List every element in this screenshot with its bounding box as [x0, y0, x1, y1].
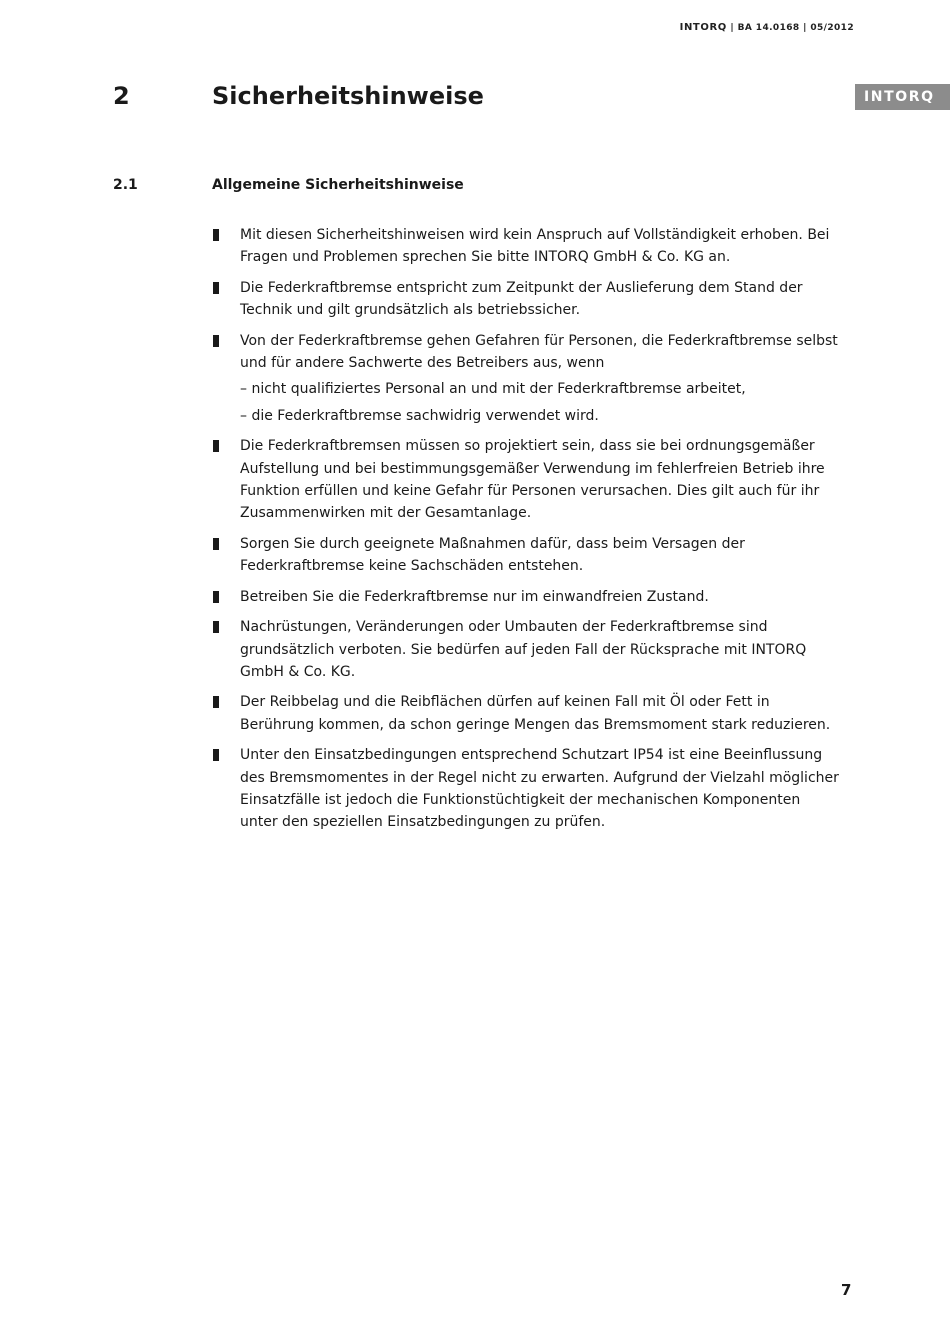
section-title: Allgemeine Sicherheitshinweise: [212, 177, 464, 193]
section-number: 2.1: [113, 177, 138, 193]
square-bullet-icon: [213, 440, 219, 452]
list-item-text: Nachrüstungen, Veränderungen oder Umbauten der Federkraftbremse sind grundsätzlich verboten. Sie bedürfen auf jeden Fall der Rücksprache mit INTORQ GmbH & Co. KG.: [240, 619, 807, 680]
square-bullet-icon: [213, 335, 219, 347]
list-item: [212, 616, 840, 683]
brand-logo: [855, 84, 950, 110]
square-bullet-icon: [213, 749, 219, 761]
list-item: [212, 691, 840, 736]
list-item: [212, 744, 840, 834]
list-item: [212, 435, 840, 525]
square-bullet-icon: [213, 229, 219, 241]
list-item-text: Betreiben Sie die Federkraftbremse nur im einwandfreien Zustand.: [240, 588, 709, 605]
sub-item-text: – die Federkraftbremse sachwidrig verwendet wird.: [240, 407, 599, 424]
header-doc-ref: | BA 14.0168 | 05/2012: [730, 23, 854, 33]
list-item-text: Unter den Einsatzbedingungen entsprechend Schutzart IP54 ist eine Beeinflussung des Bremsmomentes in der Regel nicht zu erwarten. Aufgrund der Vielzahl möglicher Einsatzfälle ist jedoch die Funktionstüchtigkeit der mechanischen Komponenten unter den speziellen Einsatzbedingungen zu prüfen.: [240, 747, 839, 831]
list-item-text: Mit diesen Sicherheitshinweisen wird kein Anspruch auf Vollständigkeit erhoben. Bei Fragen und Problemen sprechen Sie bitte INTORQ GmbH & Co. KG an.: [240, 227, 830, 266]
list-item: [212, 277, 840, 322]
list-item-text: Sorgen Sie durch geeignete Maßnahmen dafür, dass beim Versagen der Federkraftbremse keine Sachschäden entstehen.: [240, 535, 745, 575]
logo-text: INTORQ: [864, 89, 935, 105]
square-bullet-icon: [213, 621, 219, 633]
chapter-title: Sicherheitshinweise: [212, 82, 484, 110]
square-bullet-icon: [213, 591, 219, 603]
list-item-text: Der Reibbelag und die Reibflächen dürfen auf keinen Fall mit Öl oder Fett in Berührung kommen, da schon geringe Mengen das Bremsmoment stark reduzieren.: [240, 694, 831, 733]
square-bullet-icon: [213, 282, 219, 294]
list-item-text: Die Federkraftbremse entspricht zum Zeitpunkt der Auslieferung dem Stand der Technik und gilt grundsätzlich als betriebssicher.: [240, 279, 803, 319]
list-item-text: Die Federkraftbremsen müssen so projektiert sein, dass sie bei ordnungsgemäßer Aufstellung und bei bestimmungsgemäßer Verwendung im fehlerfreien Betrieb ihre Funktion erfüllen und keine Gefahr für Personen verursachen. Dies gilt auch für ihr Zusammenwirken mit der Gesamtanlage.: [240, 438, 825, 522]
list-item-text: Von der Federkraftbremse gehen Gefahren für Personen, die Federkraftbremse selbst und für andere Sachwerte des Betreibers aus, wenn: [240, 332, 838, 372]
header-brand: INTORQ: [679, 22, 727, 33]
list-item: [212, 586, 840, 608]
list-item: [212, 224, 840, 269]
list-item: [212, 330, 840, 428]
list-item: [212, 533, 840, 578]
safety-notes-list: [212, 224, 840, 842]
page-number: 7: [841, 1281, 852, 1299]
chapter-number: 2: [113, 82, 130, 110]
square-bullet-icon: [213, 538, 219, 550]
sub-item-text: – nicht qualifiziertes Personal an und mit der Federkraftbremse arbeitet,: [240, 381, 746, 398]
running-header: [680, 22, 854, 33]
square-bullet-icon: [213, 696, 219, 708]
